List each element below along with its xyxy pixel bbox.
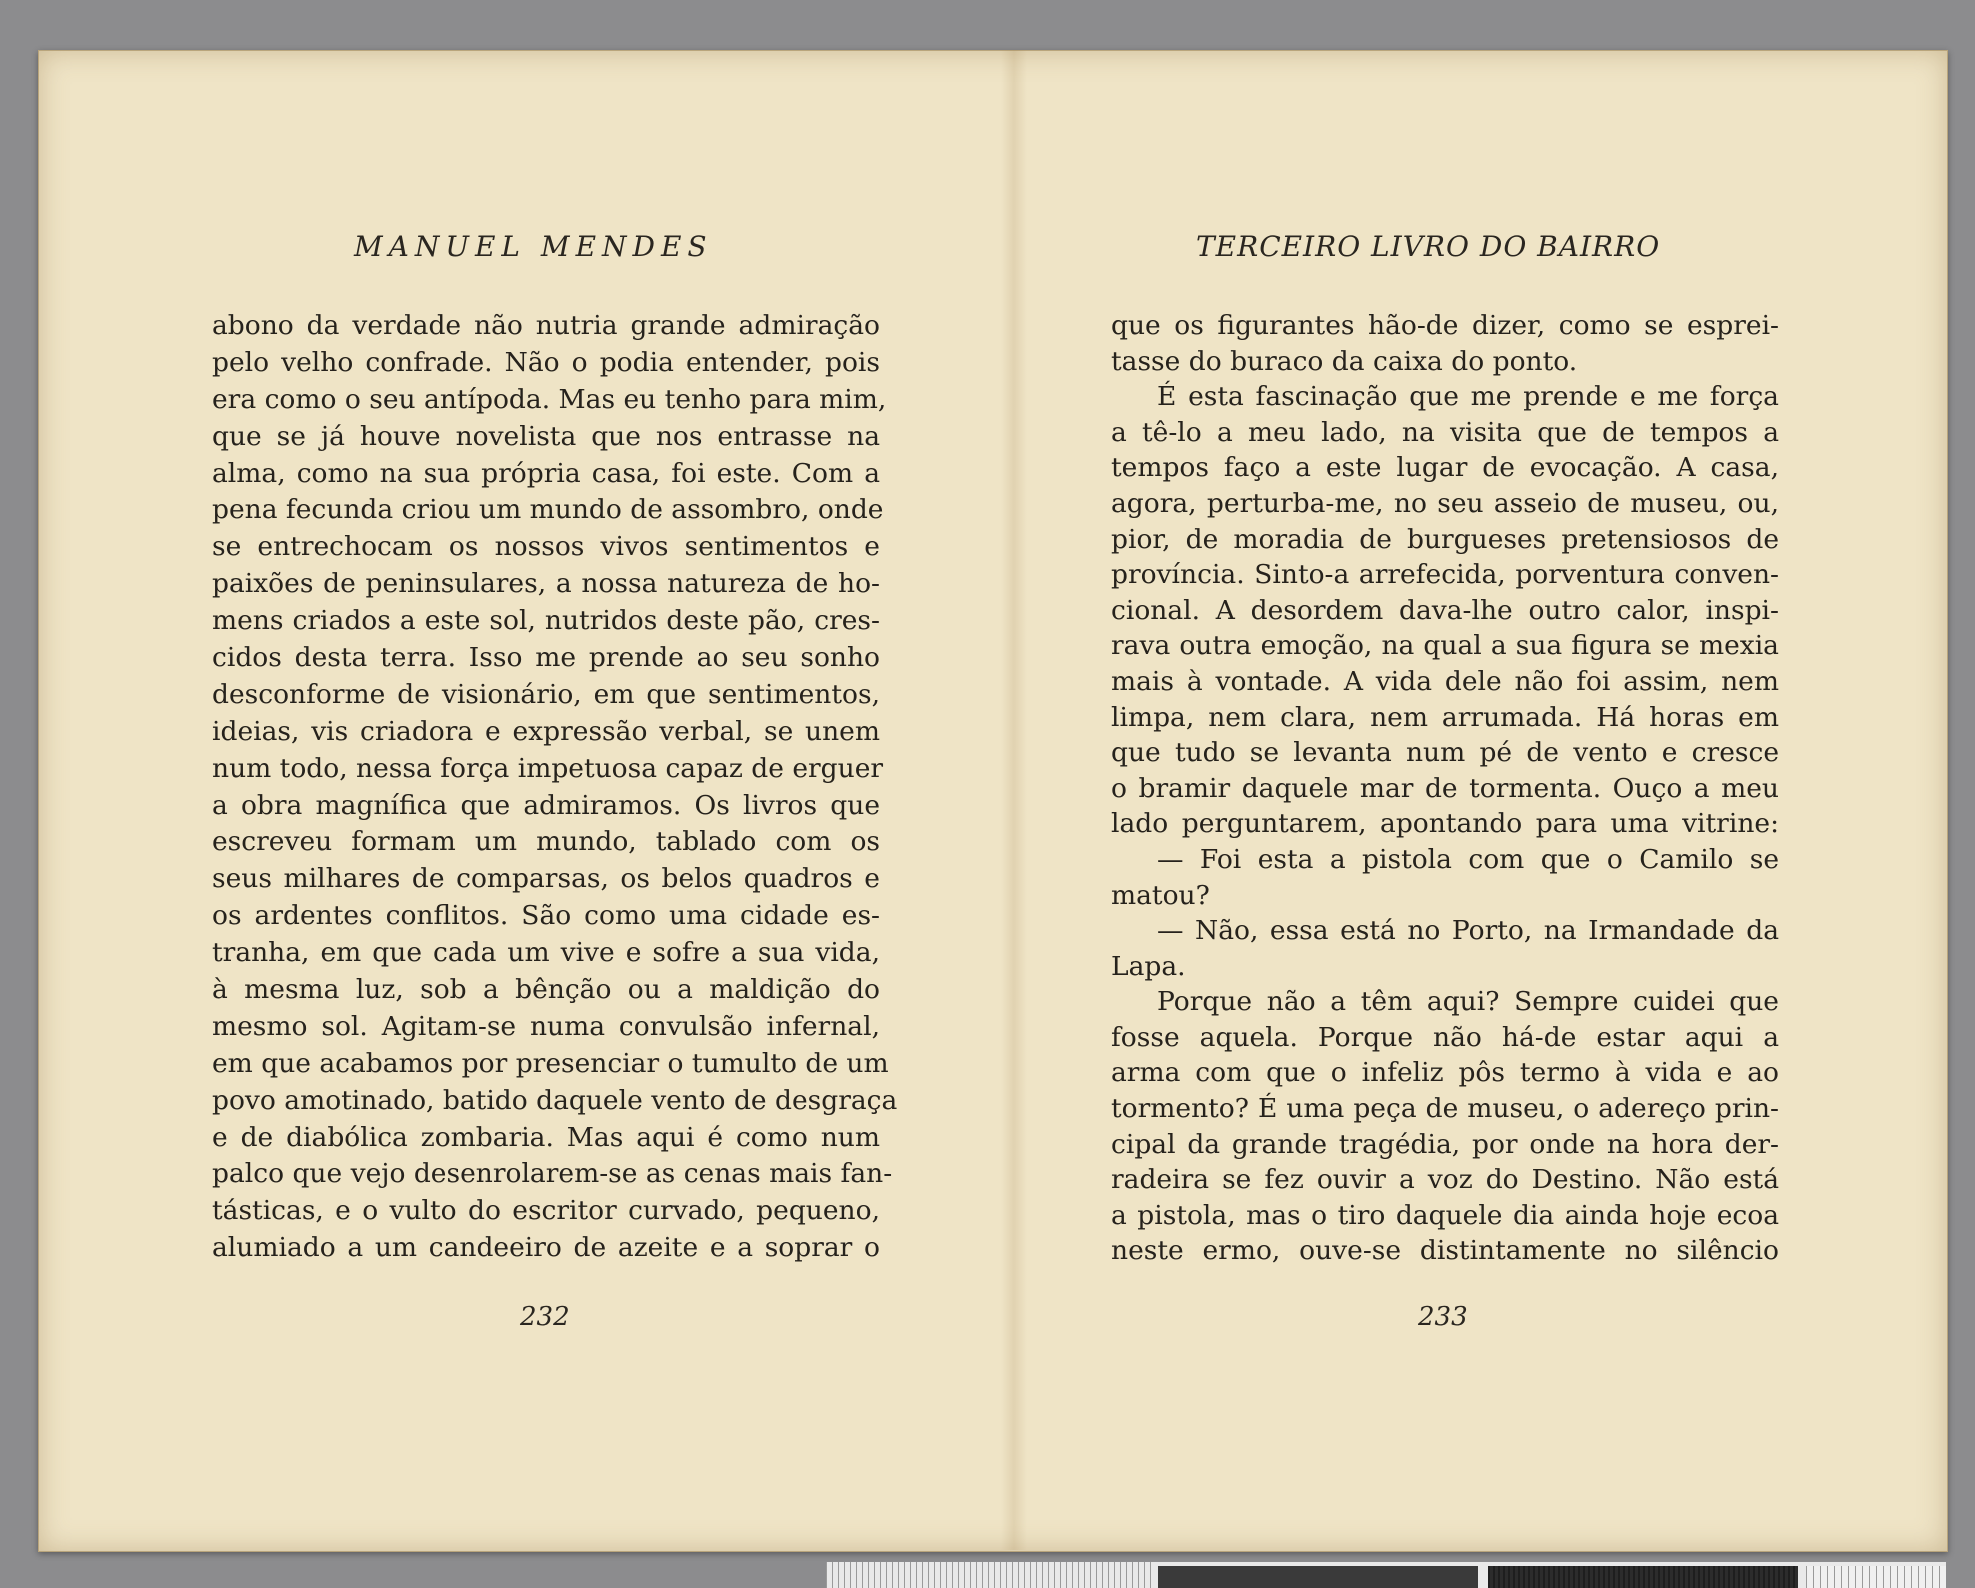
text-line: — Foi esta a pistola com que o Camilo se [1157, 843, 1779, 875]
text-line: cional. A desordem dava-lhe outro calor, inspi- [1111, 594, 1779, 626]
text-line: alumiado a um candeeiro de azeite e a soprar o [212, 1232, 880, 1264]
text-line: a pistola, mas o tiro daquele dia ainda hoje ecoa [1111, 1199, 1779, 1231]
page-number-left: 232 [520, 1302, 570, 1332]
text-line: rava outra emoção, na qual a sua figura se mexia [1111, 630, 1779, 662]
ruler-dark-ticks [1488, 1566, 1798, 1588]
text-line: os ardentes conflitos. São como uma cidade es- [212, 900, 880, 932]
text-line: tasse do buraco da caixa do ponto. [1111, 345, 1578, 377]
text-line: à mesma luz, sob a bênção ou a maldição do [212, 974, 880, 1006]
text-line: seus milhares de comparsas, os belos quadros e [212, 863, 880, 895]
text-line: tásticas, e o vulto do escritor curvado, pequeno, [212, 1195, 880, 1227]
text-line: e de diabólica zombaria. Mas aqui é como num [212, 1121, 880, 1153]
ruler-dark-band [1158, 1566, 1478, 1588]
text-line: pior, de moradia de burgueses pretensiosos de [1111, 523, 1779, 555]
running-head-left: MANUEL MENDES [354, 230, 713, 263]
text-line: cidos desta terra. Isso me prende ao seu sonho [212, 642, 880, 674]
text-line: fosse aquela. Porque não há-de estar aqui a [1111, 1021, 1779, 1053]
text-line: que os figurantes hão-de dizer, como se esprei- [1111, 310, 1779, 341]
text-line: É esta fascinação que me prende e me força [1157, 381, 1779, 413]
text-line: agora, perturba-me, no seu asseio de museu, ou, [1111, 487, 1779, 519]
page-number-right: 233 [1418, 1302, 1468, 1332]
text-line: que tudo se levanta num pé de vento e cresce [1111, 737, 1779, 769]
text-line: pelo velho confrade. Não o podia entender, pois [212, 346, 880, 378]
text-line: província. Sinto-a arrefecida, porventura conven- [1111, 559, 1779, 591]
text-line: tranha, em que cada um vive e sofre a sua vida, [212, 937, 880, 969]
text-line: palco que vejo desenrolarem-se as cenas mais fan- [212, 1158, 893, 1190]
text-line: alma, como na sua própria casa, foi este. Com a [212, 457, 880, 489]
text-line: tempos faço a este lugar de evocação. A casa, [1111, 452, 1779, 484]
text-line: pena fecunda criou um mundo de assombro, onde [212, 494, 884, 526]
text-line: abono da verdade não nutria grande admiração [212, 310, 880, 341]
text-line: cipal da grande tragédia, por onde na hora der- [1111, 1128, 1779, 1160]
text-line: arma com que o infeliz pôs termo à vida e ao [1111, 1057, 1779, 1089]
ruler-ticks [826, 1562, 1156, 1588]
text-line: paixões de peninsulares, a nossa natureza de ho- [212, 568, 880, 600]
text-line: a obra magnífica que admiramos. Os livros que [212, 789, 880, 821]
text-line: radeira se fez ouvir a voz do Destino. Não está [1111, 1164, 1779, 1196]
left-page-text [212, 308, 898, 1267]
text-line: a tê-lo a meu lado, na visita que de tempos a [1111, 416, 1779, 448]
text-line: limpa, nem clara, nem arrumada. Há horas em [1111, 701, 1779, 733]
text-line: se entrechocam os nossos vivos sentimentos e [212, 531, 880, 563]
text-line: povo amotinado, batido daquele vento de desgraça [212, 1084, 898, 1116]
text-line: tormento? É uma peça de museu, o adereço prin- [1111, 1093, 1779, 1125]
text-line: num todo, nessa força impetuosa capaz de erguer [212, 752, 884, 784]
ruler-light-ticks [1806, 1566, 1946, 1588]
text-line: lado perguntarem, apontando para uma vitrine: [1111, 808, 1779, 840]
text-line: mens criados a este sol, nutridos deste pão, cres- [212, 605, 880, 637]
text-line: era como o seu antípoda. Mas eu tenho para mim, [212, 383, 887, 415]
text-line: o bramir daquele mar de tormenta. Ouço a meu [1111, 772, 1779, 804]
text-line: que se já houve novelista que nos entrasse na [212, 420, 880, 452]
running-head-right: TERCEIRO LIVRO DO BAIRRO [1196, 230, 1661, 263]
text-line: matou? [1111, 879, 1210, 911]
text-line: ideias, vis criadora e expressão verbal, se unem [212, 715, 880, 747]
text-line: Lapa. [1111, 950, 1186, 982]
text-line: mesmo sol. Agitam-se numa convulsão infernal, [212, 1010, 880, 1042]
text-line: neste ermo, ouve-se distintamente no silêncio [1111, 1235, 1779, 1267]
text-line: — Não, essa está no Porto, na Irmandade da [1157, 915, 1779, 947]
text-line: em que acabamos por presenciar o tumulto de um [212, 1047, 889, 1079]
book-gutter [1001, 50, 1027, 1550]
right-page-text [1111, 308, 1779, 1269]
text-line: escreveu formam um mundo, tablado com os [212, 826, 880, 858]
text-line: Porque não a têm aqui? Sempre cuidei que [1157, 986, 1779, 1018]
text-line: desconforme de visionário, em que sentimentos, [212, 678, 880, 710]
scale-ruler [826, 1562, 1946, 1588]
text-line: mais à vontade. A vida dele não foi assim, nem [1111, 665, 1779, 697]
